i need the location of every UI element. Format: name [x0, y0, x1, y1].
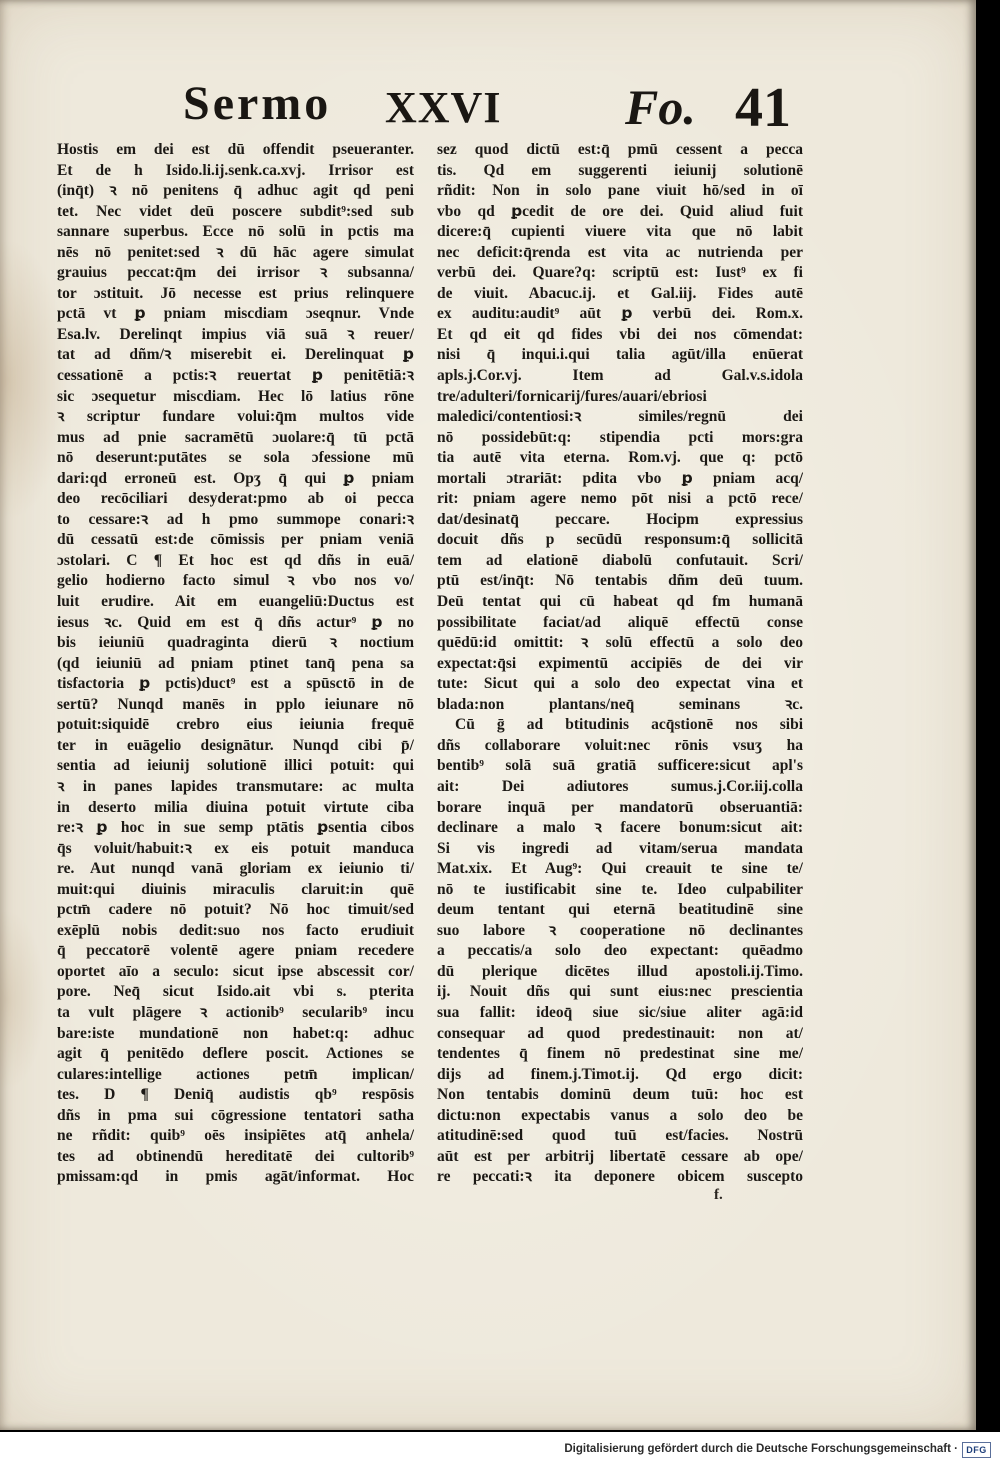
text-line: to cessare:ꝛ ad h pmo summope conari:ꝛ	[57, 510, 414, 528]
left-column	[57, 140, 414, 1188]
text-line: Mat.xix. Et Aug⁹: Qui creauit te sine te/	[437, 860, 803, 878]
sermon-number: XXVI	[385, 83, 502, 132]
text-line: iesus ꝛc. Quid em est q̄ dñs actur⁹ ꝑ no	[57, 613, 414, 631]
text-line: (inq̄t) ꝛ nō penitens q̄ adhuc agit qd peni	[57, 182, 414, 200]
text-line: q̄s voluit/habuit:ꝛ ex eis potuit manduca	[57, 839, 414, 857]
text-line: (qd ieiuniū ad pniam ptinet tanq̄ pena sa	[57, 654, 414, 672]
text-line: dū cessatū est:de cōmissis per pniam veniā	[57, 531, 414, 549]
text-line: mortali ɔtrariāt: pdita vbo ꝑ pniam acq/	[437, 469, 803, 487]
text-line: dictu:non expectabis vanus a solo deo be	[437, 1106, 803, 1124]
text-line: blada:non plantans/neq̄ seminans ꝛc.	[437, 695, 803, 713]
text-line: ɔstolari. C ¶ Et hoc est qd dñs in euā/	[57, 551, 414, 569]
text-line: re:ꝛ ꝑ hoc in sue semp ptātis ꝑsentia cibos	[57, 819, 414, 837]
text-line: verbū dei. Quare?q: scriptū est: Iust⁹ ex fi	[437, 264, 803, 282]
text-line: consequar ad quod predestinauit: non at/	[437, 1024, 803, 1042]
text-line: sannare superbus. Ecce nō solū in pctis ma	[57, 223, 414, 241]
text-line: sua fallit: ideoq̄ siue sic/siue aliter agā:id	[437, 1003, 803, 1021]
text-line: Cū ḡ ad btitudinis acq̄stionē nos sibi	[455, 716, 803, 734]
text-line: grauius peccat:q̄m dei irrisor ꝛ subsanna/	[57, 264, 414, 282]
text-line: sertū? Nunqd manēs in pplo ieiunare nō	[57, 695, 414, 713]
text-line: culares:intellige actiones petm̄ implican/	[57, 1065, 414, 1083]
text-line: nēs nō penitet:sed ꝛ dū hāc agere simulat	[57, 243, 414, 261]
text-line: apls.j.Cor.vj. Item ad Gal.v.s.idola	[437, 367, 803, 385]
dfg-logo: DFG	[962, 1442, 991, 1458]
running-title: Sermo	[183, 77, 332, 130]
text-line: de viuit. Abacuc.ij. et Gal.iij. Fides autē	[437, 284, 803, 302]
text-line: expectat:q̄si expimentū accipiēs de dei vir	[437, 654, 803, 672]
text-line: docuit dñs p secūdū responsum:q̄ sollicitā	[437, 531, 803, 549]
text-line: vbo qd ꝑcedit de ore dei. Quid aliud fuit	[437, 202, 803, 220]
text-line: pore. Neq̄ sicut Isido.ait vbi s. pterita	[57, 983, 414, 1001]
text-line: tat ad dñm/ꝛ miserebit ei. Derelinquat ꝑ	[57, 346, 414, 364]
text-line: q̄ peccatorē volentē agere pniam recedere	[57, 942, 414, 960]
text-line: bare:iste mundationē non habet:q: adhuc	[57, 1024, 414, 1042]
text-line: dari:qd erroneū est. Opʒ q̄ qui ꝑ pniam	[57, 469, 414, 487]
text-line: tet. Nec videt deū poscere subdit⁹:sed sub	[57, 202, 414, 220]
text-line: re peccati:ꝛ ita deponere obicem suscepto	[437, 1168, 803, 1186]
text-line: dijs ad finem.j.Timot.ij. Qd ergo dicit:	[437, 1065, 803, 1083]
text-line: aūt est per arbitrij libertatē cessare ab ope/	[437, 1147, 803, 1165]
text-line: sentia ad ieiunij solutionē illici potuit: qui	[57, 757, 414, 775]
text-line: ait: Dei adiutores sumus.j.Cor.iij.colla	[437, 777, 803, 795]
text-line: Et de h Isido.li.ij.senk.ca.xvj. Irrisor est	[57, 161, 414, 179]
folio-number: 41	[735, 77, 791, 139]
text-line: tendentes q̄ finem nō predestinat sine me/	[437, 1045, 803, 1063]
text-line: oportet aīo a seculo: sicut ipse abscessit cor/	[57, 962, 414, 980]
text-line: nō possidebūt:q: stipendia pcti mors:gra	[437, 428, 803, 446]
text-line: ꝛ in panes lapides transmutare: ac multa	[57, 777, 414, 795]
text-line: sic ɔsequetur miscdiam. Hec lō latius rōne	[57, 387, 414, 405]
text-line: pmissam:qd in pmis agāt/informat. Hoc	[57, 1168, 414, 1186]
text-line: dicere:q̄ cupienti viuere vita que nō labit	[437, 223, 803, 241]
text-line: dñs in pma sui cōgressione tentatori satha	[57, 1106, 414, 1124]
text-line: ptū est/inq̄t: Nō tentabis dñm deū tuum.	[437, 572, 803, 590]
digitization-footer	[0, 1432, 1000, 1468]
text-line: sez quod dictū est:q̄ pmū cessent a pecca	[437, 141, 803, 158]
text-line: tes. D ¶ Deniq̄ audistis qb⁹ respōsis	[57, 1086, 414, 1104]
text-line: nisi q̄ inqui.i.qui talia agūt/illa enūerat	[437, 346, 803, 364]
text-line: luit erudire. Ait em euangeliū:Ductus est	[57, 593, 414, 611]
text-line: suo labore ꝛ cooperatione nō declinantes	[437, 921, 803, 939]
text-line: atitudinē:sed quod tuū est/facies. Nostrū	[437, 1127, 803, 1145]
text-line: Esa.lv. Derelinqt impius viā suā ꝛ reuer/	[57, 325, 414, 343]
text-line: exēplū nobis dedit:suo nos facto erudiuit	[57, 921, 414, 939]
text-line: in deserto milia diuina potuit virtute ciba	[57, 798, 414, 816]
text-line: ta vult plāgere ꝛ actionib⁹ secularib⁹ incu	[57, 1003, 414, 1021]
text-line: bis ieiuniū quadraginta dierū ꝛ noctium	[57, 634, 414, 652]
text-line: Si vis ingredi ad vitam/serua mandata	[437, 839, 803, 857]
text-line: tor ɔstituit. Jō necesse est prius relinquere	[57, 284, 414, 302]
text-line: Et qd eit qd fides vbi dei nos cōmendat:	[437, 325, 803, 343]
text-line: muit:qui diuinis miraculis claruit:in quē	[57, 880, 414, 898]
text-line: possibilitate faciat/ad aliquē effectū conse	[437, 613, 803, 631]
text-line: tes ad obtinendū hereditatē dei cultorib⁹	[57, 1147, 414, 1165]
text-line: cessationē a pctis:ꝛ reuertat ꝑ penitētiā:ꝛ	[57, 367, 414, 385]
signature-mark: f.	[714, 1187, 723, 1203]
text-line: tre/adulteri/fornicarij/fures/auari/ebriosi	[437, 387, 707, 405]
text-line: ꝛ scriptur fundare volui:q̄m multos vide	[57, 408, 414, 426]
text-line: pctm̄ cadere nō potuit? Nō hoc timuit/sed	[57, 901, 414, 919]
text-line: Deū tentat qui cū habeat qd fm humanā	[437, 593, 803, 611]
text-line: quēdū:id omittit: ꝛ solū effectū a solo deo	[437, 634, 803, 652]
text-line: ne rñdit: quib⁹ oēs insipiētes atq̄ anhela/	[57, 1127, 414, 1145]
text-line: tute: Sicut qui a solo deo expectat vina et	[437, 675, 803, 693]
text-line: declinare a malo ꝛ facere bonum:sicut ait:	[437, 819, 803, 837]
text-line: re. Aut nunqd vanā gloriam ex ieiunio ti/	[57, 860, 414, 878]
text-line: agit q̄ penitēdo deflere poscit. Actiones se	[57, 1045, 414, 1063]
text-line: Non tentabis dominū deum tuū: hoc est	[437, 1086, 803, 1104]
text-line: dū plerique dicētes illud apostoli.ij.Timo.	[437, 962, 803, 980]
text-line: maledici/contentiosi:ꝛ similes/regnū dei	[437, 408, 803, 426]
text-line: deo recōciliari desyderat:pmo ab oi pecca	[57, 490, 414, 508]
right-column	[437, 140, 803, 1188]
text-line: borare inquā per mandatorū obseruantiā:	[437, 798, 803, 816]
text-line: rit: pniam agere nemo pōt nisi a pctō rece/	[437, 490, 803, 508]
text-line: mus ad pnie sacramētū ɔuolare:q̄ tū pctā	[57, 428, 414, 446]
folio-label: Fo.	[625, 79, 696, 135]
text-line: Hostis em dei est dū offendit pseueranter.	[57, 141, 414, 158]
text-line: ex auditu:audit⁹ aūt ꝑ verbū dei. Rom.x.	[437, 305, 803, 323]
text-line: tia autē vita eterna. Rom.vj. que q: pctō	[437, 449, 803, 467]
text-line: dñs collaborare voluit:nec rōnis vsuʒ ha	[437, 736, 803, 754]
text-line: tisfactoria ꝑ pctis)duct⁹ est a spūsctō in de	[57, 675, 414, 693]
text-line: bentib⁹ solā suā gratiā sufficere:sicut apl's	[437, 757, 803, 775]
text-line: nō deserunt:putātes se sola ɔfessione mū	[57, 449, 414, 467]
text-line: tem ad elationē diabolū confutauit. Scri/	[437, 551, 803, 569]
text-line: a peccatis/a solo deo expectant: quēadmo	[437, 942, 803, 960]
text-line: rñdit: Non in solo pane viuit hō/sed in oī	[437, 182, 803, 200]
funding-credit: Digitalisierung gefördert durch die Deutsche Forschungsgemeinschaft ·	[564, 1443, 958, 1455]
text-line: deum tentant qui eternā beatitudinē sine	[437, 901, 803, 919]
text-line: nō te iustificabit sine te. Ideo culpabiliter	[437, 880, 803, 898]
text-line: nec deficit:q̄renda est vita ac nutrienda per	[437, 243, 803, 261]
text-line: potuit:siquidē crebro eius ieiunia frequē	[57, 716, 414, 734]
text-line: pctā vt ꝑ pniam miscdiam ɔseqnur. Vnde	[57, 305, 414, 323]
text-line: gelio hodierno facto simul ꝛ vbo nos vo/	[57, 572, 414, 590]
text-line: ter in euāgelio designātur. Nunqd cibi p̄/	[57, 736, 414, 754]
text-line: ij. Nouit dñs qui sunt eius:nec prescientia	[437, 983, 803, 1001]
text-line: dat/desinatq̄ peccare. Hocipm expressius	[437, 510, 803, 528]
text-line: tis. Qd em suggerenti ieiunij solutionē	[437, 161, 803, 179]
